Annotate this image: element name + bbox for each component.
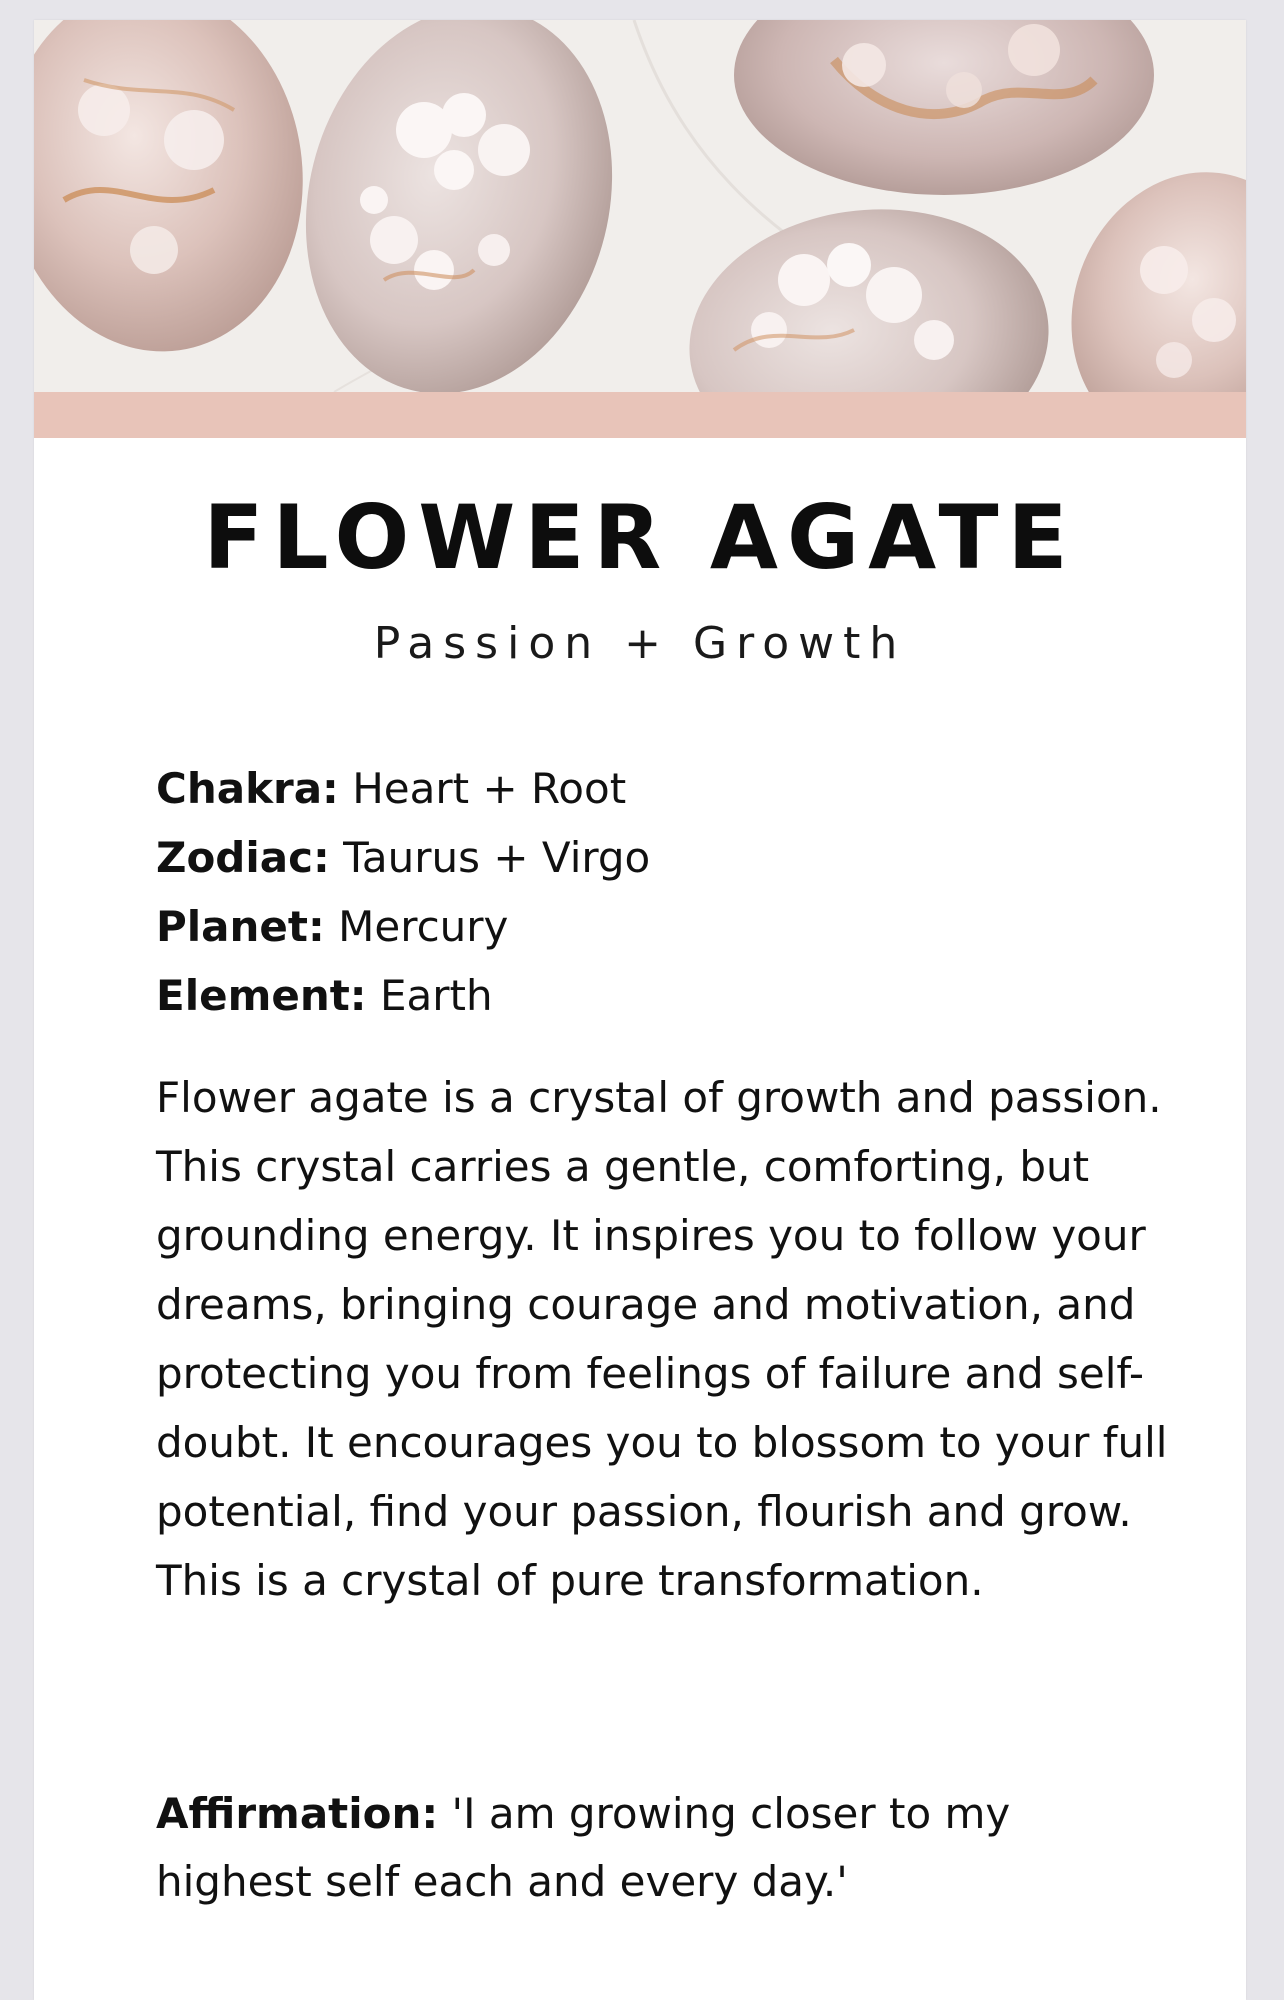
property-value: Earth (379, 971, 493, 1020)
crystal-subtitle: Passion + Growth (373, 618, 907, 669)
affirmation-label: Affirmation: (156, 1789, 439, 1838)
property-zodiac (156, 823, 1156, 892)
property-label: Planet: (156, 902, 325, 951)
crystal-card (34, 20, 1246, 2000)
affirmation-text: 'I am growing closer to my highest self each and every day.' (156, 1789, 1011, 1906)
property-label: Chakra: (156, 764, 339, 813)
affirmation (156, 1780, 1176, 1916)
property-chakra (156, 754, 1156, 823)
property-label: Element: (156, 971, 367, 1020)
property-value: Heart + Root (352, 764, 627, 813)
property-element (156, 961, 1156, 1030)
properties-list (156, 754, 1156, 1030)
crystal-photo (34, 20, 1246, 392)
property-value: Mercury (338, 902, 509, 951)
crystal-title: FLOWER AGATE (203, 486, 1077, 589)
property-planet (156, 892, 1156, 961)
property-value: Taurus + Virgo (343, 833, 651, 882)
accent-band (34, 392, 1246, 438)
crystal-description: Flower agate is a crystal of growth and passion. This crystal carries a gentle, comforting, but grounding energy. It inspires you to follow your dreams, bringing courage and motivation, and protecting you from feelings of failure and self-doubt. It encourages you to blossom to your full potential, find your passion, flourish and grow. This is a crystal of pure transformation. (156, 1073, 1168, 1605)
property-label: Zodiac: (156, 833, 330, 882)
